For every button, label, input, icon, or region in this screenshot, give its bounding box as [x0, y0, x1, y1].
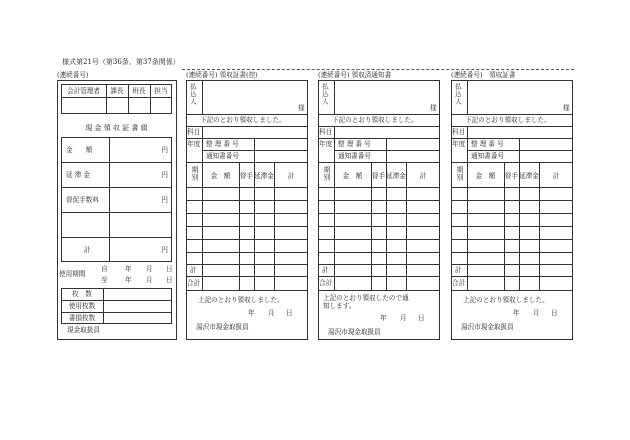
form-cashier: 湯沢市現金取扱員 — [328, 328, 381, 336]
footer-text — [323, 294, 437, 310]
approver-label: 会計管理者 — [67, 87, 100, 95]
period-month: 月 — [146, 276, 153, 284]
approver-label: 課長 — [110, 87, 124, 95]
period-year: 年 — [125, 265, 132, 273]
period-month: 月 — [146, 265, 153, 273]
nendo-label: 年度 — [452, 140, 466, 148]
kei-label: 計 — [455, 266, 462, 274]
row-label: 計 — [84, 246, 91, 254]
row-unit: 円 — [161, 246, 168, 254]
payer-label: 払込人 — [321, 83, 329, 106]
footer-text — [198, 296, 310, 304]
count-label: 枚 数 — [72, 290, 92, 298]
row-unit: 円 — [161, 146, 168, 154]
row-unit: 円 — [161, 196, 168, 204]
row-label: 金 額 — [66, 146, 93, 154]
column-header: 督手 — [504, 172, 519, 180]
tsuchi-label: 通知書番号 — [471, 152, 504, 160]
payer-label: 払込人 — [454, 83, 462, 106]
footer-line: 上記のとおり領収しました。 — [463, 296, 549, 304]
kei-label: 計 — [322, 266, 329, 274]
top-dotted-line — [182, 69, 574, 70]
form-serial: (連続番号) 領収証書(控) — [186, 71, 258, 79]
subject-label: 科目 — [452, 128, 466, 136]
count-label: 書損枚数 — [68, 314, 96, 322]
footer-line: 知します。 — [323, 302, 356, 310]
footer-line: 上記のとおり領収したので通 — [323, 294, 409, 302]
row-label: 延 滞 金 — [66, 171, 90, 179]
footer-text — [463, 296, 575, 304]
column-header: 計 — [287, 172, 295, 180]
payer-label: 払込人 — [189, 83, 197, 106]
form-serial: (連続番号) 領収証書 — [451, 71, 516, 79]
receipt-text: 下記のとおり領収しました。 — [200, 116, 286, 124]
period-to-mark: 至 — [101, 276, 108, 284]
form-cashier: 湯沢市現金取扱員 — [461, 323, 514, 331]
sama-label: 様 — [430, 104, 437, 112]
nendo-label: 年度 — [187, 140, 201, 148]
approver-label: 班長 — [132, 87, 146, 95]
date-month: 月 — [400, 314, 407, 322]
date-year: 年 — [513, 309, 520, 317]
form-serial: (連続番号) 領収済通知書 — [318, 71, 392, 79]
period-day: 日 — [166, 265, 173, 273]
count-label: 使用枚数 — [68, 302, 96, 310]
gokei-label: 合計 — [187, 279, 201, 287]
row-unit: 円 — [161, 171, 168, 179]
gokei-label: 合計 — [452, 279, 466, 287]
date-day: 日 — [286, 309, 293, 317]
period-year: 年 — [125, 276, 132, 284]
tsuchi-label: 通知書番号 — [338, 152, 371, 160]
date-day: 日 — [551, 309, 558, 317]
sama-label: 様 — [298, 104, 305, 112]
column-header: 計 — [552, 172, 560, 180]
seiri-label: 整 理 番 号 — [338, 140, 371, 148]
column-header: 督手 — [371, 172, 386, 180]
column-header: 延滞金 — [386, 172, 406, 180]
date-month: 月 — [268, 309, 275, 317]
footer-line: 上記のとおり領収しました。 — [198, 296, 284, 304]
ledger-cashier: 現金取扱員 — [67, 326, 100, 334]
sama-label: 様 — [563, 104, 570, 112]
nendo-label: 年度 — [319, 140, 333, 148]
receipt-text: 下記のとおり領収しました。 — [465, 116, 551, 124]
seiri-label: 整 理 番 号 — [471, 140, 504, 148]
ledger-serial: (連続番号) — [57, 71, 89, 79]
period-label: 使用期間 — [59, 270, 86, 278]
form-title: 様式第21号（第36条、第37条関係） — [62, 58, 180, 66]
gokei-label: 合計 — [319, 279, 333, 287]
kibetsu-label: 期別 — [190, 166, 198, 182]
kibetsu-label: 期別 — [322, 166, 330, 182]
period-from-mark: 自 — [101, 265, 108, 273]
subject-label: 科目 — [187, 128, 201, 136]
column-header: 金 額 — [342, 172, 363, 180]
ledger-heading: 現 金 領 収 証 書 綴 — [85, 124, 148, 132]
kei-label: 計 — [190, 266, 197, 274]
kibetsu-label: 期別 — [455, 166, 463, 182]
form-cashier: 湯沢市現金取扱員 — [196, 323, 249, 331]
date-year: 年 — [248, 309, 255, 317]
column-header: 金 額 — [475, 172, 496, 180]
date-month: 月 — [533, 309, 540, 317]
column-header: 金 額 — [210, 172, 231, 180]
period-day: 日 — [166, 276, 173, 284]
seiri-label: 整 理 番 号 — [206, 140, 239, 148]
tsuchi-label: 通知書番号 — [206, 152, 239, 160]
subject-label: 科目 — [319, 128, 333, 136]
column-header: 延滞金 — [519, 172, 539, 180]
approver-label: 担当 — [154, 87, 168, 95]
date-day: 日 — [418, 314, 425, 322]
receipt-text: 下記のとおり領収しました。 — [332, 116, 418, 124]
row-label: 督促手数料 — [66, 196, 99, 204]
column-header: 延滞金 — [254, 172, 274, 180]
column-header: 計 — [419, 172, 427, 180]
column-header: 督手 — [239, 172, 254, 180]
date-year: 年 — [380, 314, 387, 322]
